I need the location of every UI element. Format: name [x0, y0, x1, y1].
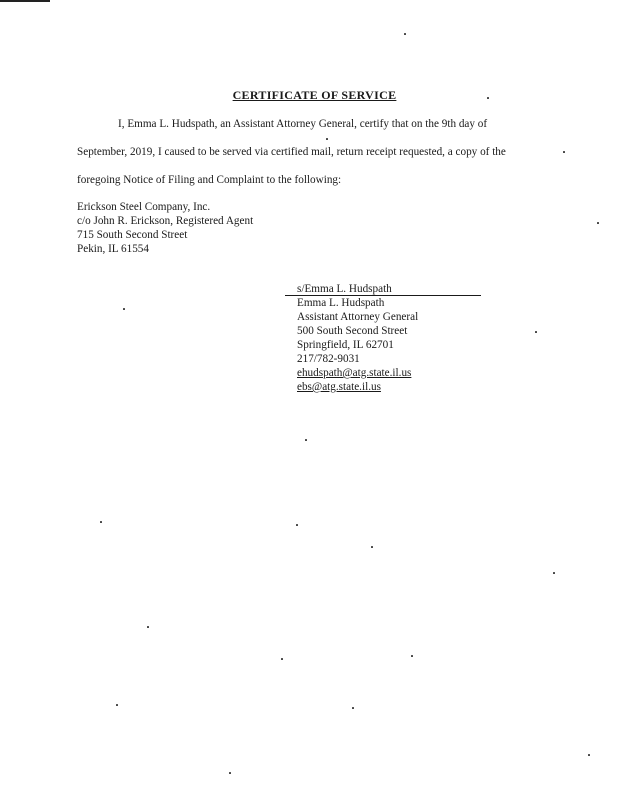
recipient-address	[77, 200, 253, 256]
electronic-signature: s/Emma L. Hudspath	[285, 283, 481, 296]
signer-city: Springfield, IL 62701	[297, 339, 394, 351]
scan-speck	[296, 524, 298, 526]
recipient-agent: c/o John R. Erickson, Registered Agent	[77, 215, 254, 227]
scan-speck	[553, 572, 555, 574]
signer-street: 500 South Second Street	[297, 325, 408, 337]
scan-speck	[535, 331, 537, 333]
scan-speck	[563, 151, 565, 153]
scan-speck	[100, 521, 102, 523]
certification-line-2: September, 2019, I caused to be served via certified mail, return receipt requested, a copy of the	[77, 146, 506, 158]
scan-speck	[487, 97, 489, 99]
scan-speck	[371, 546, 373, 548]
document-title: CERTIFICATE OF SERVICE	[232, 88, 397, 102]
scan-speck	[588, 754, 590, 756]
scan-speck	[352, 707, 354, 709]
recipient-company: Erickson Steel Company, Inc.	[77, 201, 211, 213]
scan-edge-mark	[0, 0, 50, 2]
signer-name: Emma L. Hudspath	[297, 297, 385, 309]
certification-line-3: foregoing Notice of Filing and Complaint to the following:	[77, 174, 342, 186]
signer-phone: 217/782-9031	[297, 353, 360, 365]
recipient-street: 715 South Second Street	[77, 229, 188, 241]
recipient-city: Pekin, IL 61554	[77, 243, 149, 255]
signer-title: Assistant Attorney General	[297, 311, 419, 323]
scan-speck	[123, 308, 125, 310]
signer-email-secondary[interactable]: ebs@atg.state.il.us	[297, 381, 381, 393]
scan-speck	[326, 138, 328, 140]
scan-speck	[147, 626, 149, 628]
scan-speck	[305, 439, 307, 441]
signer-email-primary[interactable]: ehudspath@atg.state.il.us	[297, 367, 412, 379]
scan-speck	[597, 222, 599, 224]
scan-speck	[404, 33, 406, 35]
scan-speck	[229, 772, 231, 774]
scan-speck	[411, 655, 413, 657]
scan-speck	[281, 658, 283, 660]
certification-line-1: I, Emma L. Hudspath, an Assistant Attorney General, certify that on the 9th day of	[118, 118, 488, 130]
scan-speck	[116, 704, 118, 706]
signature-block	[297, 282, 481, 394]
